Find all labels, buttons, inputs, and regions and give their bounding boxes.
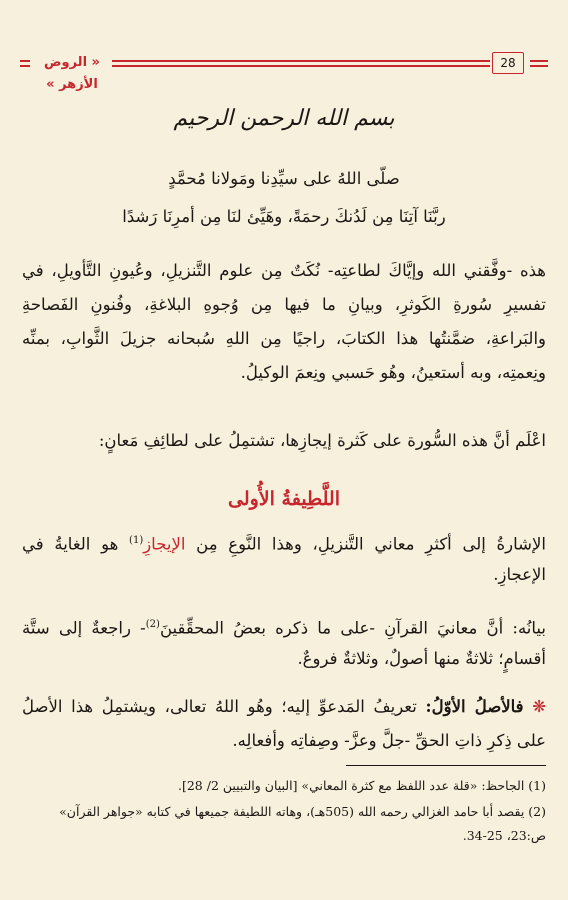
paragraph-line bbox=[22, 528, 546, 558]
header-rule bbox=[530, 65, 548, 67]
lead-term: فالأصلُ الأوّلُ: bbox=[425, 697, 524, 716]
paragraph-line: هذه -وفَّقني الله وإيَّاكَ لطاعتِه- نُكَتٌ مِن علوم التَّنزيلِ، وعُيونِ التَّأويلِ، في bbox=[22, 261, 546, 280]
footnote-marker: (1) bbox=[129, 535, 144, 546]
text-run: الإشارةُ إلى أكثرِ معاني التَّنزيلِ، وهذا النَّوعِ مِن bbox=[185, 534, 546, 554]
paragraph-line: تفسيرِ سُورةِ الكَوثرِ، وبيانِ ما فيها مِن وُجوهِ البلاغةِ، وفُنونِ الفَصاحةِ bbox=[22, 295, 546, 314]
footnote-separator bbox=[346, 765, 546, 766]
paragraph-line: ونِعمتِه، وبه أستعينُ، وهُو حَسبي ونِعمَ الوكيلُ. bbox=[240, 363, 546, 382]
book-title: « الروض الأزهر » bbox=[44, 55, 100, 92]
section-heading: اللَّطِيفةُ الأُولى bbox=[227, 488, 340, 510]
header-rule bbox=[20, 60, 30, 62]
basmala: بسم الله الرحمن الرحيم bbox=[173, 106, 395, 131]
paragraph-line: أقسامٍ؛ ثلاثةٌ منها أصولٌ، وثلاثةٌ فروعٌ. bbox=[297, 649, 546, 668]
text-run: - راجعةٌ إلى ستَّة bbox=[22, 618, 146, 638]
paragraph-line: اعْلَم أنَّ هذه السُّورة على كَثرة إيجازِها، تشتمِلُ على لطائِفِ مَعانٍ: bbox=[98, 431, 546, 450]
salutation-line: صلّى اللهُ على سيِّدِنا ومَولانا مُحمَّدٍ bbox=[168, 169, 400, 188]
header-rule bbox=[20, 65, 30, 67]
paragraph-line bbox=[22, 612, 546, 642]
text-run: تعريفُ المَدعوِّ إليه؛ وهُو اللهُ تعالى، ويشتمِلُ هذا الأصلُ bbox=[22, 697, 426, 716]
paragraph-line bbox=[22, 694, 546, 720]
highlighted-term: الإيجازِ bbox=[143, 534, 186, 554]
page-number: 28 bbox=[492, 52, 524, 74]
prayer-line: ربَّنَا آتِنَا مِن لَدُنكَ رحمَةً، وهَيِّئ لنَا مِن أمرِنَا رَشدًا bbox=[122, 207, 446, 226]
text-run: بيانُه: أنَّ معانيَ القرآنِ -على ما ذكره بعضُ المحقِّقينَ bbox=[159, 618, 546, 638]
paragraph-line: الإعجازِ. bbox=[493, 565, 546, 584]
star-ornament-icon: ❋ bbox=[532, 697, 547, 716]
header-rule bbox=[112, 65, 490, 67]
header-rule bbox=[112, 60, 490, 62]
footnote: (1) الجاحظ: «قلة عدد اللفظ مع كثرة المعاني» [البيان والتبيين 2/ 28]. bbox=[177, 778, 546, 793]
footnote-marker: (2) bbox=[145, 619, 160, 630]
footnote: (2) يقصد أبا حامد الغزالي رحمه الله (505هـ)، وهاته اللطيفة جميعها في كتابه «جواهر القرآن» bbox=[59, 804, 546, 819]
footnote: ص:23، 25-34. bbox=[462, 828, 546, 843]
text-run: هو الغايةُ في bbox=[22, 534, 130, 554]
paragraph-line: على ذِكرِ ذاتِ الحقِّ -جلَّ وعزَّ- وصِفاتِه وأفعالِه. bbox=[232, 731, 546, 750]
header-rule bbox=[530, 60, 548, 62]
paragraph-line: والبَراعةِ، ضمَّنتُها هذا الكتابَ، راجيًا مِن اللهِ سُبحانه جزيلَ الثَّوابِ، بمنِّه bbox=[22, 329, 546, 348]
page-header bbox=[20, 52, 548, 92]
